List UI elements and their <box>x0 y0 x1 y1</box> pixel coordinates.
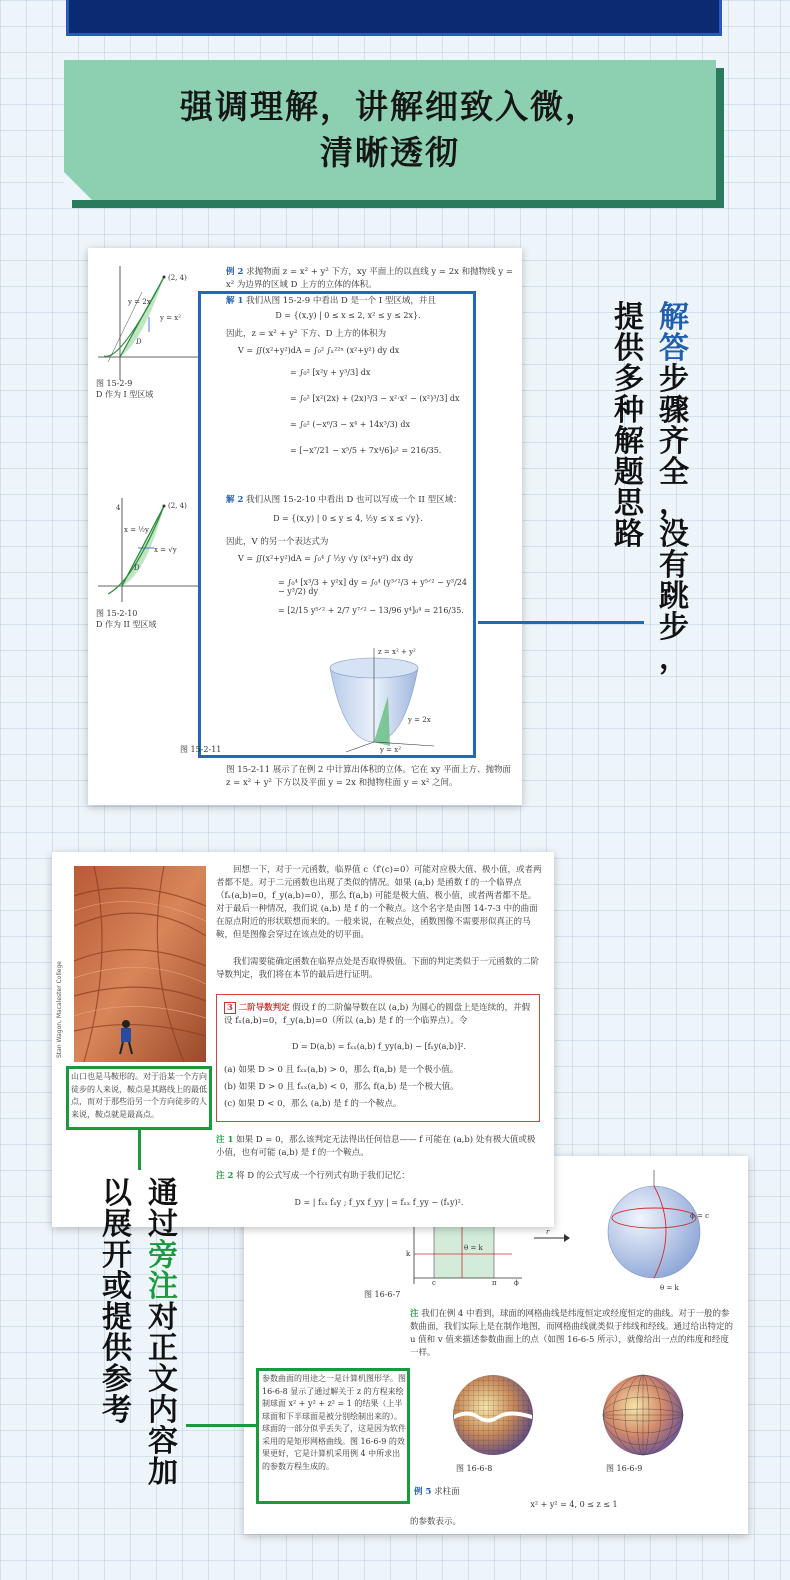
callout-1-char: 全 <box>659 455 689 490</box>
figure-15-2-9 <box>94 262 204 382</box>
solution-1-eq: = [−x⁷/21 − x⁵/5 + 7x⁴/6]₀² = 216/35. <box>290 446 442 455</box>
theorem-item: (c) 如果 D < 0，那么 (a,b) 是 f 的一个鞍点。 <box>224 1099 402 1109</box>
fig11-surface-label: z = x² + y² <box>378 648 416 656</box>
banner-title <box>64 84 716 176</box>
fig10-caption-block <box>96 608 156 630</box>
callout-2-char: 过 <box>148 1207 178 1242</box>
solution-2-eq: V = ∬(x²+y²)dA = ∫₀⁴ ∫ ½y √y (x²+y²) dx dy <box>238 554 414 563</box>
solution-2-text2: 因此，V 的另一个表达式为 <box>226 537 329 547</box>
page3-sidenote-text: 参数曲面的用途之一是计算机图形学。图 16-6-8 显示了通过解关于 z 的方程来绘制球面 x² + y² + z² = 1 的结果（上半球面和下半球面是被分别绘制出来的）。球面的一部分似乎丢失了，这是因为软件采用的是矩形网格曲线。图 16-6-9 的效果更好，它是计算机采用例 4 中所求出的参数方程生成的。 <box>262 1374 406 1471</box>
example-5-tail: 的参数表示。 <box>410 1517 462 1527</box>
theorem-equation: D = D(a,b) = fₓₓ(a,b) f_yy(a,b) − [fₓy(a,b)]². <box>291 1042 467 1051</box>
solution-1-eq: = ∫₀² (−x⁶/3 − x⁴ + 14x³/3) dx <box>290 420 410 429</box>
figure-16-6-8 <box>448 1370 538 1460</box>
theorem-text: 假设 f 的二阶偏导数在以 (a,b) 为圆心的圆盘上是连续的，并假设 fₓ(a,b)=0，f_y(a,b)=0（所以 (a,b) 是 f 的一个临界点）。令 <box>224 1003 531 1026</box>
callout-1-char: 答 <box>659 331 689 366</box>
callout-2-char: 内 <box>148 1393 178 1428</box>
note-2-equation: D = | fₓₓ fₓy ; f_yx f_yy | = fₓₓ f_yy − (fₓy)². <box>294 1198 464 1207</box>
banner-title-line2: 清晰透彻 <box>320 133 460 172</box>
fig10-point-label: (2, 4) <box>168 502 187 510</box>
page2-paragraph-1: 回想一下，对于一元函数，临界值 c（f′(c)=0）可能对应极大值、极小值，或者两者都不是。对于二元函数也出现了类似的情况。如果 (a,b) 是函数 f 的一个临界点（fₓ(a,b)=0，f_y(a,b)=0），那么 f(a,b) 可能是极大值、极小值，或者两者都不是。对于最后一种情况，我们说 (a,b) 是 f 的一个鞍点。这个名字是由图 14-7-3 中的曲面在原点附近的形状联想而来的。一般来说，在鞍点处，函数图像不需要形似真正的马鞍，但是图像会穿过在该点处的切平面。 <box>216 865 542 940</box>
solution-2-eq: = ∫₀⁴ [x³/3 + y²x] dy = ∫₀⁴ (y³ᐟ²/3 + y⁵ᐟ² − y³/24 − y³/2) dy <box>278 578 467 596</box>
callout-1-char: 有 <box>659 548 689 583</box>
fig10-curve2-label: x = √y <box>154 546 177 554</box>
fig9-caption-block <box>96 378 153 400</box>
fig9-curve2-label: y = x² <box>160 314 182 322</box>
solution-2 <box>226 494 470 507</box>
top-header-bar <box>66 0 722 36</box>
solution-1-label: 解 1 <box>226 296 244 306</box>
callout-2-left-column: 以展开或提供参考 <box>102 1176 132 1428</box>
fig10-tick-label: 4 <box>116 504 121 512</box>
solution-1-text2: 因此，z = x² + y² 下方、D 上方的体积为 <box>226 329 387 339</box>
page2-note-1 <box>216 1134 542 1160</box>
fig10-region-label: D <box>134 564 140 572</box>
solution-2-region: D = {(x,y) | 0 ≤ y ≤ 4, ½y ≤ x ≤ √y}. <box>273 514 423 523</box>
theorem-items <box>224 1062 534 1113</box>
fig7-theta-label: θ = k <box>464 1244 483 1252</box>
fig7-phi-label: ϕ <box>514 1279 519 1286</box>
callout-1-char: 没 <box>659 517 689 552</box>
fig9-region-label: D <box>136 338 142 346</box>
fig9-point-label: (2, 4) <box>168 274 187 282</box>
fig10-subcaption: D 作为 II 型区域 <box>96 620 157 629</box>
fig11-caption: 图 15-2-11 <box>180 745 222 754</box>
example-5 <box>414 1486 460 1499</box>
page2-paragraph-2: 我们需要能确定函数在临界点处是否取得极值。下面的判定类似于一元函数的二阶导数判定，我们将在本节的最后进行证明。 <box>216 957 540 980</box>
photo-credit: Stan Wagon, Macalester College <box>56 961 63 1058</box>
example-2 <box>226 266 516 292</box>
figure-15-2-10 <box>94 494 204 604</box>
theorem-header <box>224 1002 534 1028</box>
theorem-item: (b) 如果 D > 0 且 fₓₓ(a,b) < 0，那么 f(a,b) 是一个极大值。 <box>224 1082 459 1092</box>
callout-1-char: 步 <box>659 610 689 645</box>
figure-16-6-7-sphere <box>594 1170 724 1296</box>
page3-note <box>410 1308 736 1360</box>
page3-note-label: 注 <box>410 1309 419 1319</box>
solution-2-label: 解 2 <box>226 495 244 505</box>
callout-1-char: ， <box>659 486 689 521</box>
banner-title-line1: 强调理解，讲解细致入微， <box>180 87 600 126</box>
callout-1-char: ， <box>659 641 689 676</box>
example-2-label: 例 2 <box>226 267 244 277</box>
fig9-curve1-label: y = 2x <box>128 298 151 306</box>
solution-2-equations <box>238 554 474 628</box>
callout-2-char: 容 <box>148 1424 178 1459</box>
fig9-subcaption: D 作为 I 型区域 <box>96 390 154 399</box>
page3-note-text: 我们在例 4 中看到，球面的网格曲线是纬度恒定或经度恒定的曲线。对于一般的参数曲面，我们实际上是在制作地图，而网格曲线就类似于纬线和经线。通过给出特定的 u 值和 v 值来描述参数曲面上的点（如图 16-6-5 所示），就像给出一点的纬度和经度一样。 <box>410 1309 734 1358</box>
callout-2-char: 正 <box>148 1331 178 1366</box>
theorem-item: (a) 如果 D > 0 且 fₓₓ(a,b) > 0，那么 f(a,b) 是一个极小值。 <box>224 1065 459 1075</box>
example-5-label: 例 5 <box>414 1487 432 1497</box>
theorem-title: 二阶导数判定 <box>238 1003 290 1013</box>
page2-sidenote-text: 山口也是马鞍形的。对于沿某一个方向徒步的人来说，鞍点是其路线上的最低点，而对于那些沿另一个方向徒步的人来说，鞍点就是最高点。 <box>71 1072 207 1119</box>
fig9-caption: 图 15-2-9 <box>96 379 133 388</box>
rock-photo <box>74 866 206 1062</box>
note-2-label: 注 2 <box>216 1171 234 1181</box>
solution-2-text: 我们从图 15-2-10 中看出 D 也可以写成一个 II 型区域： <box>246 495 462 505</box>
page-2 <box>52 852 554 1227</box>
callout-2-char: 对 <box>148 1300 178 1335</box>
fig7-c-label: c <box>432 1279 436 1286</box>
example-5-text: 求柱面 <box>434 1487 460 1497</box>
solution-1-eq: = ∫₀² [x²y + y³/3] dx <box>290 368 371 377</box>
solution-1-equations <box>238 346 474 468</box>
solution-1-region: D = {(x,y) | 0 ≤ x ≤ 2, x² ≤ y ≤ 2x}. <box>275 311 421 320</box>
note-2-text: 将 D 的公式写成一个行列式有助于我们记忆： <box>236 1171 410 1181</box>
page2-note-2 <box>216 1170 542 1183</box>
note-1-text: 如果 D = 0，那么该判定无法得出任何信息—— f 可能在 (a,b) 处有极大值或极小值，也有可能 (a,b) 是 f 的一个鞍点。 <box>216 1135 536 1158</box>
callout-1-char: 骤 <box>659 393 689 428</box>
fig7-phi-c-label: ϕ = c <box>690 1212 710 1220</box>
mapping-arrow <box>532 1228 572 1248</box>
figure-16-6-9 <box>598 1370 688 1460</box>
callout-2-right-column <box>146 1178 180 1488</box>
fig10-curve1-label: x = ½y <box>124 526 150 534</box>
callout-2-char: 通 <box>148 1176 178 1211</box>
callout-1-connector <box>478 621 644 624</box>
page1-bottom-text: 图 15-2-11 展示了在例 2 中计算出体积的立体。它在 xy 平面上方、抛物面 z = x² + y² 下方以及平面 y = 2x 和抛物柱面 y = x² 之间。 <box>226 765 512 788</box>
solution-1-text: 我们从图 15-2-9 中看出 D 是一个 I 型区域，并且 <box>246 296 436 306</box>
example-5-equation: x² + y² = 4, 0 ≤ z ≤ 1 <box>530 1500 618 1509</box>
callout-2-char: 文 <box>148 1362 178 1397</box>
callout-1-char: 解 <box>659 300 689 335</box>
callout-1-right-column <box>657 302 691 674</box>
callout-1-left-column: 提供多种解题思路 <box>614 300 644 552</box>
solution-1-eq: = ∫₀² [x²(2x) + (2x)³/3 − x²·x² − (x²)³/3] dx <box>290 394 460 403</box>
callout-2-char: 加 <box>148 1455 178 1490</box>
fig10-caption: 图 15-2-10 <box>96 609 138 618</box>
fig11-curve-label: y = x² <box>380 746 402 754</box>
figure-15-2-11 <box>316 646 456 754</box>
page-1 <box>88 248 522 805</box>
fig7-theta-k-label: θ = k <box>660 1284 679 1292</box>
solution-2-eq: = [2/15 y⁵ᐟ² + 2/7 y⁷ᐟ² − 13/96 y⁴]₀⁴ = 216/35. <box>278 606 464 615</box>
fig7-k-label: k <box>406 1250 411 1258</box>
fig9-caption-16-6-9: 图 16-6-9 <box>606 1464 643 1473</box>
banner-fold <box>64 172 92 200</box>
callout-2-connector-bottom <box>186 1424 256 1427</box>
solution-1 <box>226 295 470 308</box>
callout-2-char: 旁 <box>148 1238 178 1273</box>
fig7-r-label: r <box>546 1228 550 1236</box>
solution-1-eq: V = ∬(x²+y²)dA = ∫₀² ∫ₓ²²ˣ (x²+y²) dy dx <box>238 346 400 355</box>
callout-1-char: 步 <box>659 362 689 397</box>
fig11-line-label: y = 2x <box>408 716 431 724</box>
fig7-pi-label: π <box>492 1279 497 1286</box>
fig7-caption: 图 16-6-7 <box>364 1290 401 1299</box>
note-1-label: 注 1 <box>216 1135 234 1145</box>
callout-1-char: 跳 <box>659 579 689 614</box>
theorem-number: 3 <box>224 1002 236 1014</box>
callout-1-char: 齐 <box>659 424 689 459</box>
callout-2-char: 注 <box>148 1269 178 1304</box>
callout-2-connector-top <box>138 1130 141 1170</box>
fig8-caption: 图 16-6-8 <box>456 1464 493 1473</box>
example-2-text: 求抛物面 z = x² + y² 下方，xy 平面上的以直线 y = 2x 和抛物线 y = x² 为边界的区域 D 上方的立体的体积。 <box>226 267 513 290</box>
